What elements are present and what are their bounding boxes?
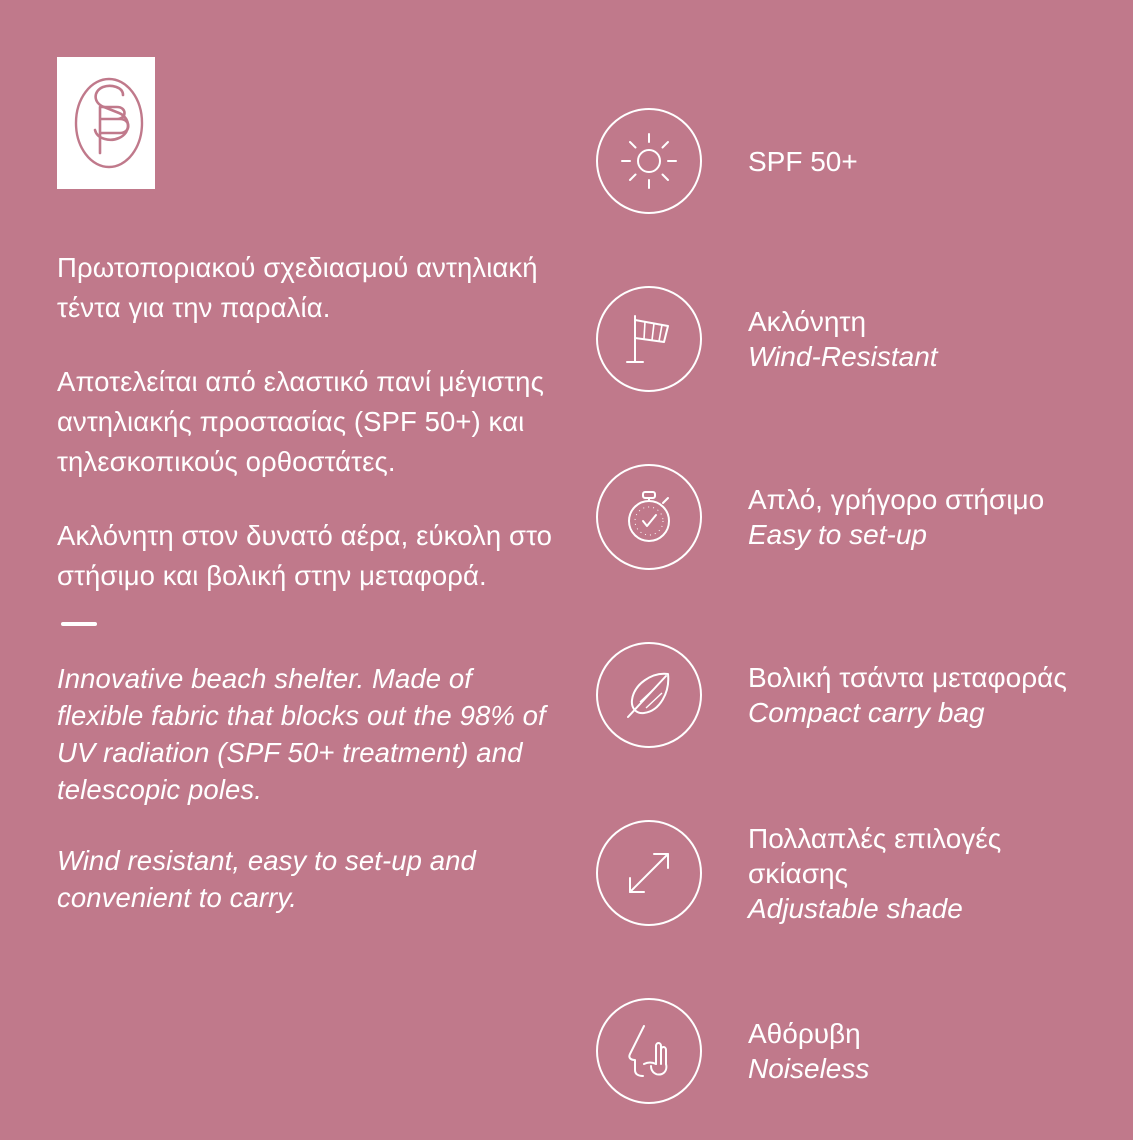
feature-labels-carry [748,660,1067,730]
windsock-icon [596,286,702,392]
paragraph-intro-english: Innovative beach shelter. Made of flexible fabric that blocks out the 98% of UV radiation (SPF 50+ treatment) and telescopic poles. [57,663,546,805]
section-divider [61,622,97,626]
description-column [57,248,562,950]
feature-item-wind [596,250,1096,428]
paragraph-intro-greek: Πρωτοποριακού σχεδιασμού αντηλιακή τέντα για την παραλία. [57,252,538,323]
feature-labels-shade [748,821,1096,926]
feature-label-en: Noiseless [748,1053,870,1084]
feature-label-gr: Βολική τσάντα μεταφοράς [748,662,1067,693]
sb-monogram-logo [57,57,155,189]
feather-icon [596,642,702,748]
feature-labels-wind [748,304,938,374]
feature-item-spf [596,72,1096,250]
feature-label-en: Adjustable shade [748,892,963,924]
feature-item-carry [596,606,1096,784]
feature-label-gr: Ακλόνητη [748,306,867,337]
feature-labels-setup [748,482,1044,552]
expand-arrows-icon [596,820,702,926]
feature-label-en: Wind-Resistant [748,341,938,372]
silent-face-icon [596,998,702,1104]
feature-list [596,72,1096,1140]
feature-item-shade [596,784,1096,962]
paragraph-materials-greek: Αποτελείται από ελαστικό πανί μέγιστης αντηλιακής προστασίας (SPF 50+) και τηλεσκοπικούς ορθοστάτες. [57,366,544,477]
paragraph-usage-english: Wind resistant, easy to set-up and convenient to carry. [57,845,476,913]
feature-label-gr: Αθόρυβη [748,1018,861,1049]
stopwatch-icon [596,464,702,570]
feature-labels-spf [748,144,858,179]
feature-label-gr: Απλό, γρήγορο στήσιμο [748,484,1045,515]
feature-label-gr: Πολλαπλές επιλογές σκίασης [748,822,1002,889]
feature-labels-noiseless [748,1016,869,1086]
sun-icon [596,108,702,214]
brand-logo [57,57,155,189]
feature-item-noiseless [596,962,1096,1140]
feature-label-en: Compact carry bag [748,697,985,728]
feature-label-gr: SPF 50+ [748,145,858,177]
feature-label-en: Easy to set-up [748,519,927,550]
feature-item-setup [596,428,1096,606]
paragraph-usage-greek: Ακλόνητη στον δυνατό αέρα, εύκολη στο στήσιμο και βολική στην μεταφορά. [57,520,553,591]
